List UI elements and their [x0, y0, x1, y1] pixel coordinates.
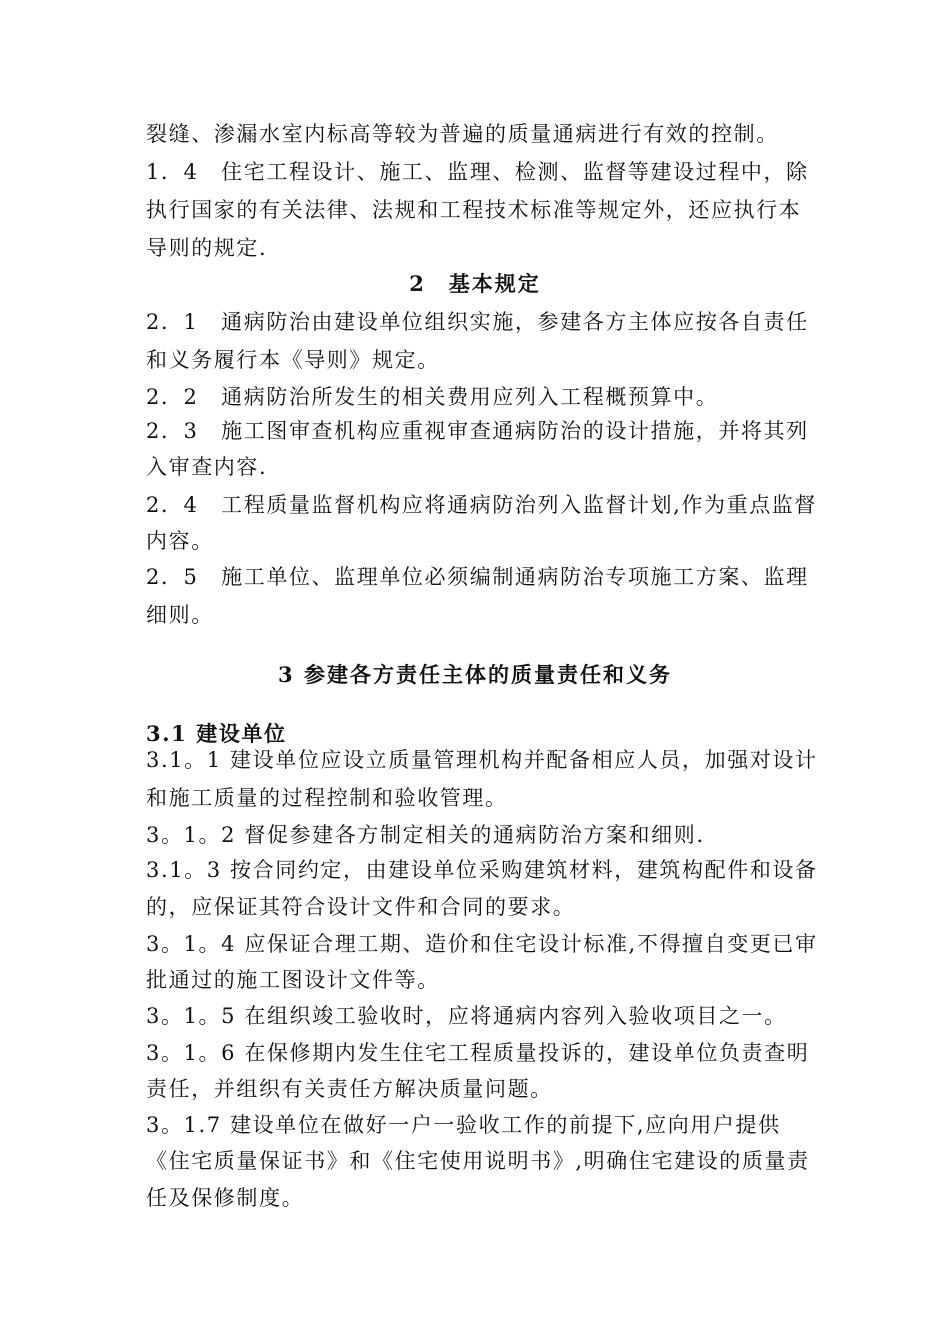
text-line: 批通过的施工图设计文件等。: [146, 968, 440, 992]
text-line: 细则。: [146, 603, 214, 627]
text-line: 3。1。5 在组织竣工验收时，应将通病内容列入验收项目之一。: [146, 1004, 787, 1028]
text-line: 3。1.7 建设单位在做好一户一验收工作的前提下,应向用户提供: [146, 1113, 781, 1137]
text-line: 任及保修制度。: [146, 1186, 305, 1210]
section-heading-3: 3 参建各方责任主体的质量责任和义务: [278, 662, 672, 687]
text-line: 1．4 住宅工程设计、施工、监理、检测、监督等建设过程中，除: [146, 160, 809, 184]
text-line: 3。1。6 在保修期内发生住宅工程质量投诉的，建设单位负责查明: [146, 1041, 810, 1065]
section-heading-2: 2 基本规定: [409, 271, 541, 296]
text-line: 裂缝、渗漏水室内标高等较为普遍的质量通病进行有效的控制。: [146, 122, 779, 146]
text-line: 责任，并组织有关责任方解决质量问题。: [146, 1077, 553, 1101]
text-line: 2．3 施工图审查机构应重视审查通病防治的设计措施，并将其列: [146, 419, 809, 443]
text-line: 内容。: [146, 529, 214, 553]
subsection-heading-3-1: 3.1 建设单位: [146, 721, 287, 746]
text-line: 和义务履行本《导则》规定。: [146, 348, 440, 372]
text-line: 2．4 工程质量监督机构应将通病防治列入监督计划,作为重点监督: [146, 493, 817, 517]
text-line: 导则的规定.: [146, 236, 268, 260]
text-line: 3.1。3 按合同约定，由建设单位采购建筑材料，建筑构配件和设备: [146, 858, 818, 882]
text-line: 和施工质量的过程控制和验收管理。: [146, 786, 508, 810]
text-line: 2．1 通病防治由建设单位组织实施，参建各方主体应按各自责任: [146, 310, 809, 334]
text-line: 入审查内容.: [146, 455, 268, 479]
text-line: 《住宅质量保证书》和《住宅使用说明书》,明确住宅建设的质量责: [146, 1149, 810, 1173]
text-line: 2．2 通病防治所发生的相关费用应列入工程概预算中。: [146, 385, 719, 409]
text-line: 的，应保证其符合设计文件和合同的要求。: [146, 895, 576, 919]
text-line: 3.1。1 建设单位应设立质量管理机构并配备相应人员，加强对设计: [146, 748, 818, 772]
text-line: 2．5 施工单位、监理单位必须编制通病防治专项施工方案、监理: [146, 565, 809, 589]
text-line: 执行国家的有关法律、法规和工程技术标准等规定外，还应执行本: [146, 198, 802, 222]
text-line: 3。1。4 应保证合理工期、造价和住宅设计标准,不得擅自变更已审: [146, 932, 818, 956]
text-line: 3。1。2 督促参建各方制定相关的通病防治方案和细则.: [146, 823, 705, 847]
